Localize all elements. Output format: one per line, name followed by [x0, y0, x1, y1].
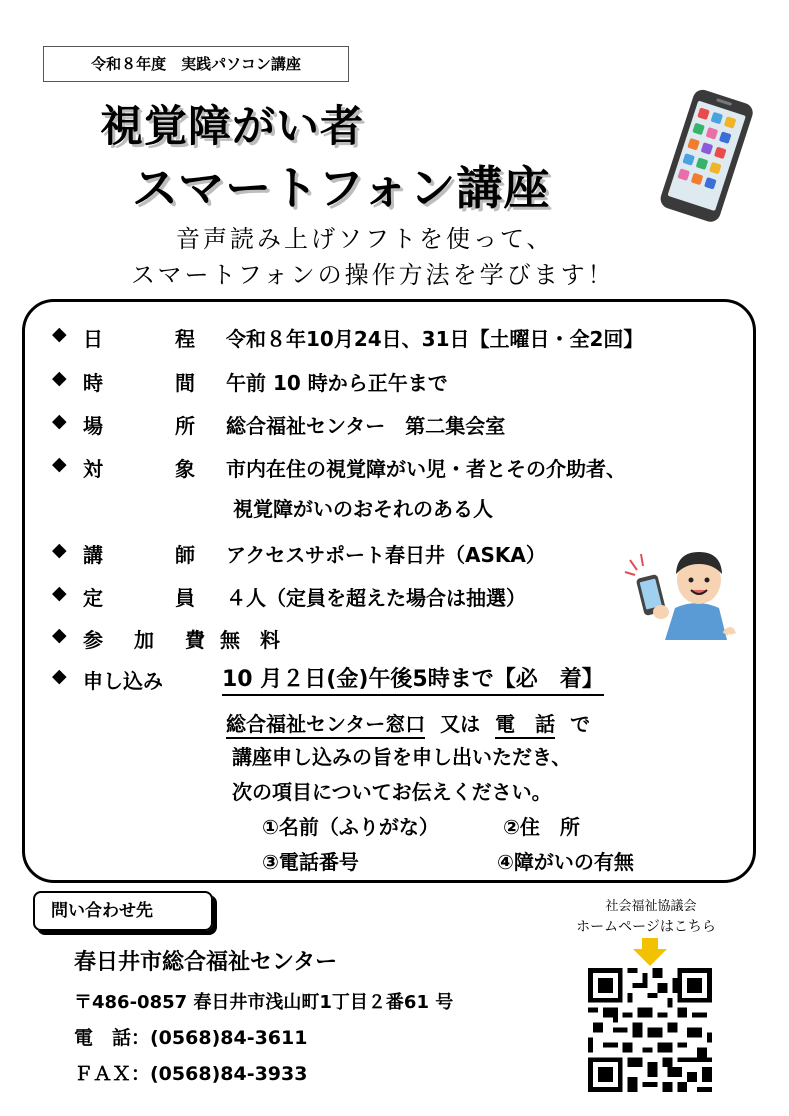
bullet-icon: ◆: [52, 539, 67, 561]
apply-or-text: 又は: [440, 712, 481, 736]
detail-label: 場 所: [83, 414, 195, 438]
page-title-line2: スマートフォン講座: [132, 161, 551, 215]
bullet-icon: ◆: [52, 582, 67, 604]
detail-label: 講 師: [83, 543, 195, 567]
apply-deadline: 10 月２日(金)午後5時まで【必 着】: [222, 662, 604, 696]
detail-label: 日 程: [83, 327, 195, 351]
detail-label: 参 加 費: [83, 628, 205, 652]
apply-phone-text: 電 話: [495, 712, 555, 739]
detail-value: 市内在住の視覚障がい児・者とその介助者、: [226, 457, 626, 481]
contact-fax: ＦＡＸ：(0568)84-3933: [74, 1063, 308, 1085]
apply-de-text: で: [570, 712, 591, 736]
detail-label: 対 象: [83, 457, 195, 481]
contact-organization: 春日井市総合福祉センター: [74, 950, 338, 975]
course-series-label: 令和８年度 実践パソコン講座: [43, 46, 349, 82]
detail-value: 総合福祉センター 第二集会室: [226, 414, 506, 438]
apply-method-line: [226, 708, 590, 737]
person-smartphone-illustration: [615, 530, 740, 640]
apply-item-disability: ④障がいの有無: [497, 850, 634, 874]
detail-value: 令和８年10月24日、31日【土曜日・全2回】: [226, 327, 644, 351]
detail-value: 午前 10 時から正午まで: [226, 371, 448, 395]
detail-value: ４人（定員を超えた場合は抽選）: [226, 586, 526, 610]
contact-phone: 電 話：(0568)84-3611: [74, 1027, 308, 1049]
detail-value: 無 料: [220, 628, 280, 652]
smartphone-illustration: [650, 88, 765, 228]
bullet-icon: ◆: [52, 624, 67, 646]
bullet-icon: ◆: [52, 665, 67, 687]
arrow-down-icon: [633, 938, 667, 966]
qr-caption-line1: 社会福祉協議会: [605, 899, 697, 914]
subtitle-line2: スマートフォンの操作方法を学びます！: [131, 261, 615, 289]
detail-label: 定 員: [83, 586, 195, 610]
apply-item-address: ②住 所: [503, 815, 580, 839]
apply-instruction-line3: 次の項目についてお伝えください。: [232, 780, 552, 804]
bullet-icon: ◆: [52, 410, 67, 432]
bullet-icon: ◆: [52, 367, 67, 389]
contact-address: 〒486-0857 春日井市浅山町1丁目２番61 号: [74, 992, 454, 1013]
detail-value: アクセスサポート春日井（ASKA）: [226, 543, 546, 567]
contact-section-label: 問い合わせ先: [33, 891, 213, 931]
subtitle-line1: 音声読み上げソフトを使って、: [176, 225, 554, 253]
qr-caption-line2: ホームページはこちら: [576, 919, 716, 935]
bullet-icon: ◆: [52, 323, 67, 345]
apply-instruction-line2: 講座申し込みの旨を申し出いただき、: [232, 745, 572, 769]
detail-label: 申し込み: [83, 669, 163, 693]
apply-window-text: 総合福祉センター窓口: [226, 712, 425, 739]
page-title-line1: 視覚障がい者: [100, 102, 364, 152]
detail-label: 時 間: [83, 371, 195, 395]
detail-value-target-line2: 視覚障がいのおそれのある人: [233, 497, 493, 521]
apply-item-name: ①名前（ふりがな）: [262, 815, 439, 839]
homepage-qr-code[interactable]: [586, 968, 714, 1092]
apply-item-phone: ③電話番号: [262, 850, 359, 874]
bullet-icon: ◆: [52, 453, 67, 475]
